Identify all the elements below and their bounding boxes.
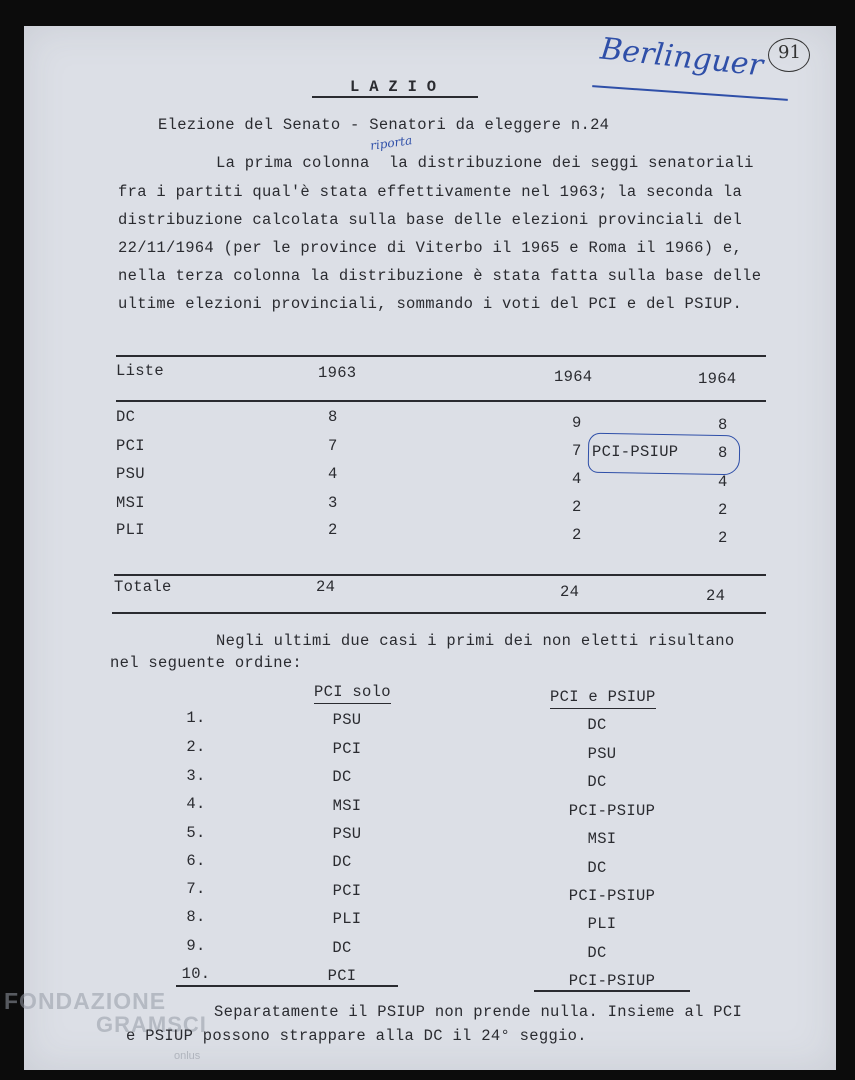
table-cell-1964b: 2 <box>718 529 728 547</box>
table-cell-party: PCI <box>116 437 145 455</box>
order-cell-pci-solo: DC <box>332 853 352 871</box>
order-cell-pci-psiup: DC <box>587 944 607 962</box>
order-intro-line: nel seguente ordine: <box>110 654 303 672</box>
order-cell-pci-psiup: DC <box>587 773 607 791</box>
order-cell-pci-solo: MSI <box>332 797 362 815</box>
table-total-1963: 24 <box>316 578 336 596</box>
table-cell-1963: 2 <box>328 521 338 539</box>
table-cell-1964a: 7 <box>572 442 582 460</box>
table-header-1964-a: 1964 <box>554 368 593 386</box>
document-subtitle: Elezione del Senato - Senatori da eleggere n.24 <box>158 116 610 134</box>
footer-line: Separatamente il PSIUP non prende nulla. Insieme al PCI <box>214 1003 743 1021</box>
table-note-pci-psiup: PCI-PSIUP <box>592 443 679 461</box>
table-cell-1964b: 2 <box>718 501 728 519</box>
table-cell-1964a: 2 <box>572 498 582 516</box>
document-title: L A Z I O <box>350 78 437 96</box>
table-cell-party: PLI <box>116 521 145 539</box>
table-header-rule <box>116 400 766 402</box>
order-cell-pci-solo: PLI <box>332 910 362 928</box>
order-rank: 10. <box>181 965 211 983</box>
footer-line: e PSIUP possono strappare alla DC il 24° seggio. <box>126 1027 587 1045</box>
order-rank: 8. <box>186 908 206 926</box>
title-underline <box>312 96 478 98</box>
watermark-onlus: onlus <box>174 1050 201 1062</box>
order-column-title-pci-solo: PCI solo <box>314 683 391 704</box>
table-total-1964a: 24 <box>560 583 580 601</box>
order-cell-pci-solo: PCI <box>332 882 362 900</box>
intro-line: distribuzione calcolata sulla base delle elezioni provinciali del <box>118 211 743 229</box>
table-header-liste: Liste <box>116 362 165 380</box>
order-cell-pci-psiup: PSU <box>587 745 617 763</box>
table-header-1963: 1963 <box>318 364 357 382</box>
table-total-1964b: 24 <box>706 587 726 605</box>
order-cell-pci-solo: PCI <box>327 967 357 985</box>
order-rank: 9. <box>186 937 206 955</box>
intro-line: nella terza colonna la distribuzione è stata fatta sulla base delle <box>118 267 762 285</box>
table-cell-1964a: 2 <box>572 526 582 544</box>
table-header-1964-b: 1964 <box>698 370 737 388</box>
order-rank: 6. <box>186 852 206 870</box>
handwritten-insert: riporta <box>369 133 413 153</box>
table-total-label: Totale <box>114 578 172 596</box>
order-cell-pci-solo: PSU <box>332 825 362 843</box>
order-cell-pci-psiup: DC <box>587 716 607 734</box>
page-number: 91 <box>778 42 801 63</box>
order-column-title-pci-psiup: PCI e PSIUP <box>550 688 656 709</box>
table-cell-1964a: 9 <box>572 414 582 432</box>
order-bottom-rule-left <box>176 985 398 987</box>
table-cell-1964a: 4 <box>572 470 582 488</box>
watermark-logo: FONDAZIONE <box>4 988 167 1014</box>
order-cell-pci-psiup: DC <box>587 859 607 877</box>
order-rank: 1. <box>186 709 206 727</box>
order-cell-pci-solo: PSU <box>332 711 362 729</box>
intro-line: ultime elezioni provinciali, sommando i voti del PCI e del PSIUP. <box>118 295 743 313</box>
table-cell-1963: 8 <box>328 408 338 426</box>
table-cell-1964b: 4 <box>718 473 728 491</box>
order-cell-pci-psiup: MSI <box>587 830 617 848</box>
order-intro-line: Negli ultimi due casi i primi dei non eletti risultano <box>216 632 735 650</box>
order-cell-pci-psiup: PLI <box>587 915 617 933</box>
intro-line: fra i partiti qual'è stata effettivamente nel 1963; la seconda la <box>118 183 743 201</box>
order-rank: 2. <box>186 738 206 756</box>
table-cell-party: PSU <box>116 465 145 483</box>
table-cell-1964b: 8 <box>718 416 728 434</box>
order-rank: 3. <box>186 767 206 785</box>
order-cell-pci-psiup: PCI-PSIUP <box>568 972 656 990</box>
table-cell-1963: 4 <box>328 465 338 483</box>
table-bottom-rule <box>112 612 766 614</box>
order-cell-pci-solo: DC <box>332 939 352 957</box>
table-cell-party: DC <box>116 408 136 426</box>
table-cell-party: MSI <box>116 494 145 512</box>
order-rank: 5. <box>186 824 206 842</box>
order-cell-pci-solo: PCI <box>332 740 362 758</box>
table-cell-1963: 3 <box>328 494 338 512</box>
table-top-rule <box>116 355 766 357</box>
table-cell-1964b: 8 <box>718 444 728 462</box>
handwritten-circle <box>588 433 741 476</box>
order-rank: 7. <box>186 880 206 898</box>
order-cell-pci-solo: DC <box>332 768 352 786</box>
handwritten-signature: Berlinguer <box>598 31 765 84</box>
order-cell-pci-psiup: PCI-PSIUP <box>568 887 656 905</box>
order-bottom-rule-right <box>534 990 690 992</box>
order-cell-pci-psiup: PCI-PSIUP <box>568 802 656 820</box>
intro-line: 22/11/1964 (per le province di Viterbo il 1965 e Roma il 1966) e, <box>118 239 743 257</box>
table-total-rule <box>114 574 766 576</box>
order-rank: 4. <box>186 795 206 813</box>
watermark-logo-second-line: GRAMSCI <box>96 1012 207 1037</box>
intro-line: La prima colonna la distribuzione dei seggi senatoriali <box>216 154 754 172</box>
table-cell-1963: 7 <box>328 437 338 455</box>
